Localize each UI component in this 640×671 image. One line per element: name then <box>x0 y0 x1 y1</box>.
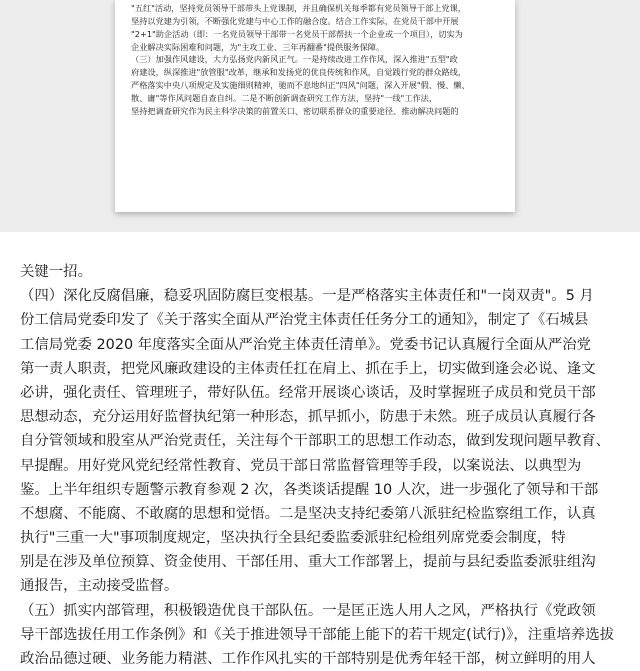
section-heading-line: （四）深化反腐倡廉，稳妥巩固防腐巨变根基。一是严格落实主体责任和"一岗双责"。5 月 <box>20 288 594 305</box>
paragraph-line: 不想腐、不能腐、不敢腐的思想和觉悟。二是坚决支持纪委第八派驻纪检监察组工作，认真 <box>20 505 596 522</box>
preview-line: 散、庸"等作风问题自查自纠。二是不断创新调查研究工作方法，坚持"一线"工作法， <box>131 93 438 104</box>
preview-line: 严格落实中央八项规定及实施细则精神，驰而不息地纠正"四风"问题，深入开展"假、慢、懒、 <box>131 80 470 91</box>
paragraph-line: 政治品德过硬、业务能力精湛、工作作风扎实的干部特别是优秀年轻干部，树立鲜明的用人 <box>20 651 596 667</box>
paragraph-line: 必讲，强化责任、管理班子，带好队伍。经常开展谈心谈话，及时掌握班子成员和党员干部 <box>20 384 596 401</box>
paragraph-line: 执行"三重一大"事项制度规定，坚决执行全县纪委监委派驻纪检组列席党委会制度，特 <box>20 530 566 547</box>
preview-line: （三）加强作风建设，大力弘扬党内新风正气。一是持续改进工作作风，深入推进"五型"政 <box>131 54 458 65</box>
paragraph-line: 思想动态，充分运用好监督执纪第一种形态，抓早抓小，防患于未然。班子成员认真履行各 <box>20 409 596 426</box>
paragraph-line: 自分管领域和股室从严治党责任，关注每个干部职工的思想工作动态，做到发现问题早教育、 <box>20 433 611 450</box>
paragraph-line: 导干部选拔任用工作条例》和《关于推进领导干部能上能下的若干规定(试行)》，注重培养选拔 <box>20 626 615 643</box>
preview-line: "五红"活动，坚持党员领导干部带头上党课制，并且确保机关每季都有党员领导干部上党课， <box>131 2 467 13</box>
section-heading-line: （五）抓实内部管理，积极锻造优良干部队伍。一是匡正选人用人之风，严格执行《党政领 <box>20 602 596 619</box>
paragraph-line: 早提醒。用好党风党纪经常性教育、党员干部日常监督管理等手段，以案说法、以典型为 <box>20 457 582 474</box>
paragraph-line: 鉴。上半年组织专题警示教育参观 2 次，各类谈话提醒 10 人次，进一步强化了领导和干部 <box>20 481 599 498</box>
preview-line: 坚持以党建为引领，不断强化党建与中心工作的融合度。结合工作实际，在党员干部中开展 <box>131 15 459 26</box>
paragraph-line: 第一责人职责，把党风廉政建设的主体责任扛在肩上、抓在手上，切实做到逢会必说、逢文 <box>20 360 596 377</box>
paragraph-line: 通报告，主动接受监督。 <box>20 578 179 595</box>
paragraph-line: 份工信局党委印发了《关于落实全面从严治党主体责任任务分工的通知》，制定了《石城县 <box>20 312 589 329</box>
embedded-page-preview <box>115 0 515 212</box>
paragraph-line: 关键一招。 <box>20 264 92 280</box>
preview-line: 企业解决实际困难和问题，为"主攻工业、三年再翻番"提供服务保障。 <box>131 41 385 52</box>
preview-line: 坚持把调查研究作为民主科学决策的前置关口、密切联系群众的重要途径、推动解决问题的 <box>131 106 459 117</box>
document-body <box>20 260 622 671</box>
paragraph-line: 工信局党委 2020 年度落实全面从严治党主体责任清单》。党委书记认真履行全面从严治党 <box>20 336 592 353</box>
paragraph-line: 别是在涉及单位预算、资金使用、干部任用、重大工作部署上，提前与县纪委监委派驻组沟 <box>20 554 596 571</box>
preview-line: "2+1"助企活动（即：一名党员领导干部带一名党员干部帮扶一个企业或一个项目），切实为 <box>131 28 463 39</box>
preview-line: 府建设，纵深推进"放管服"改革，继承和发扬党的优良传统和作风，自觉践行党的群众路线， <box>131 67 467 78</box>
preview-text <box>131 0 503 118</box>
